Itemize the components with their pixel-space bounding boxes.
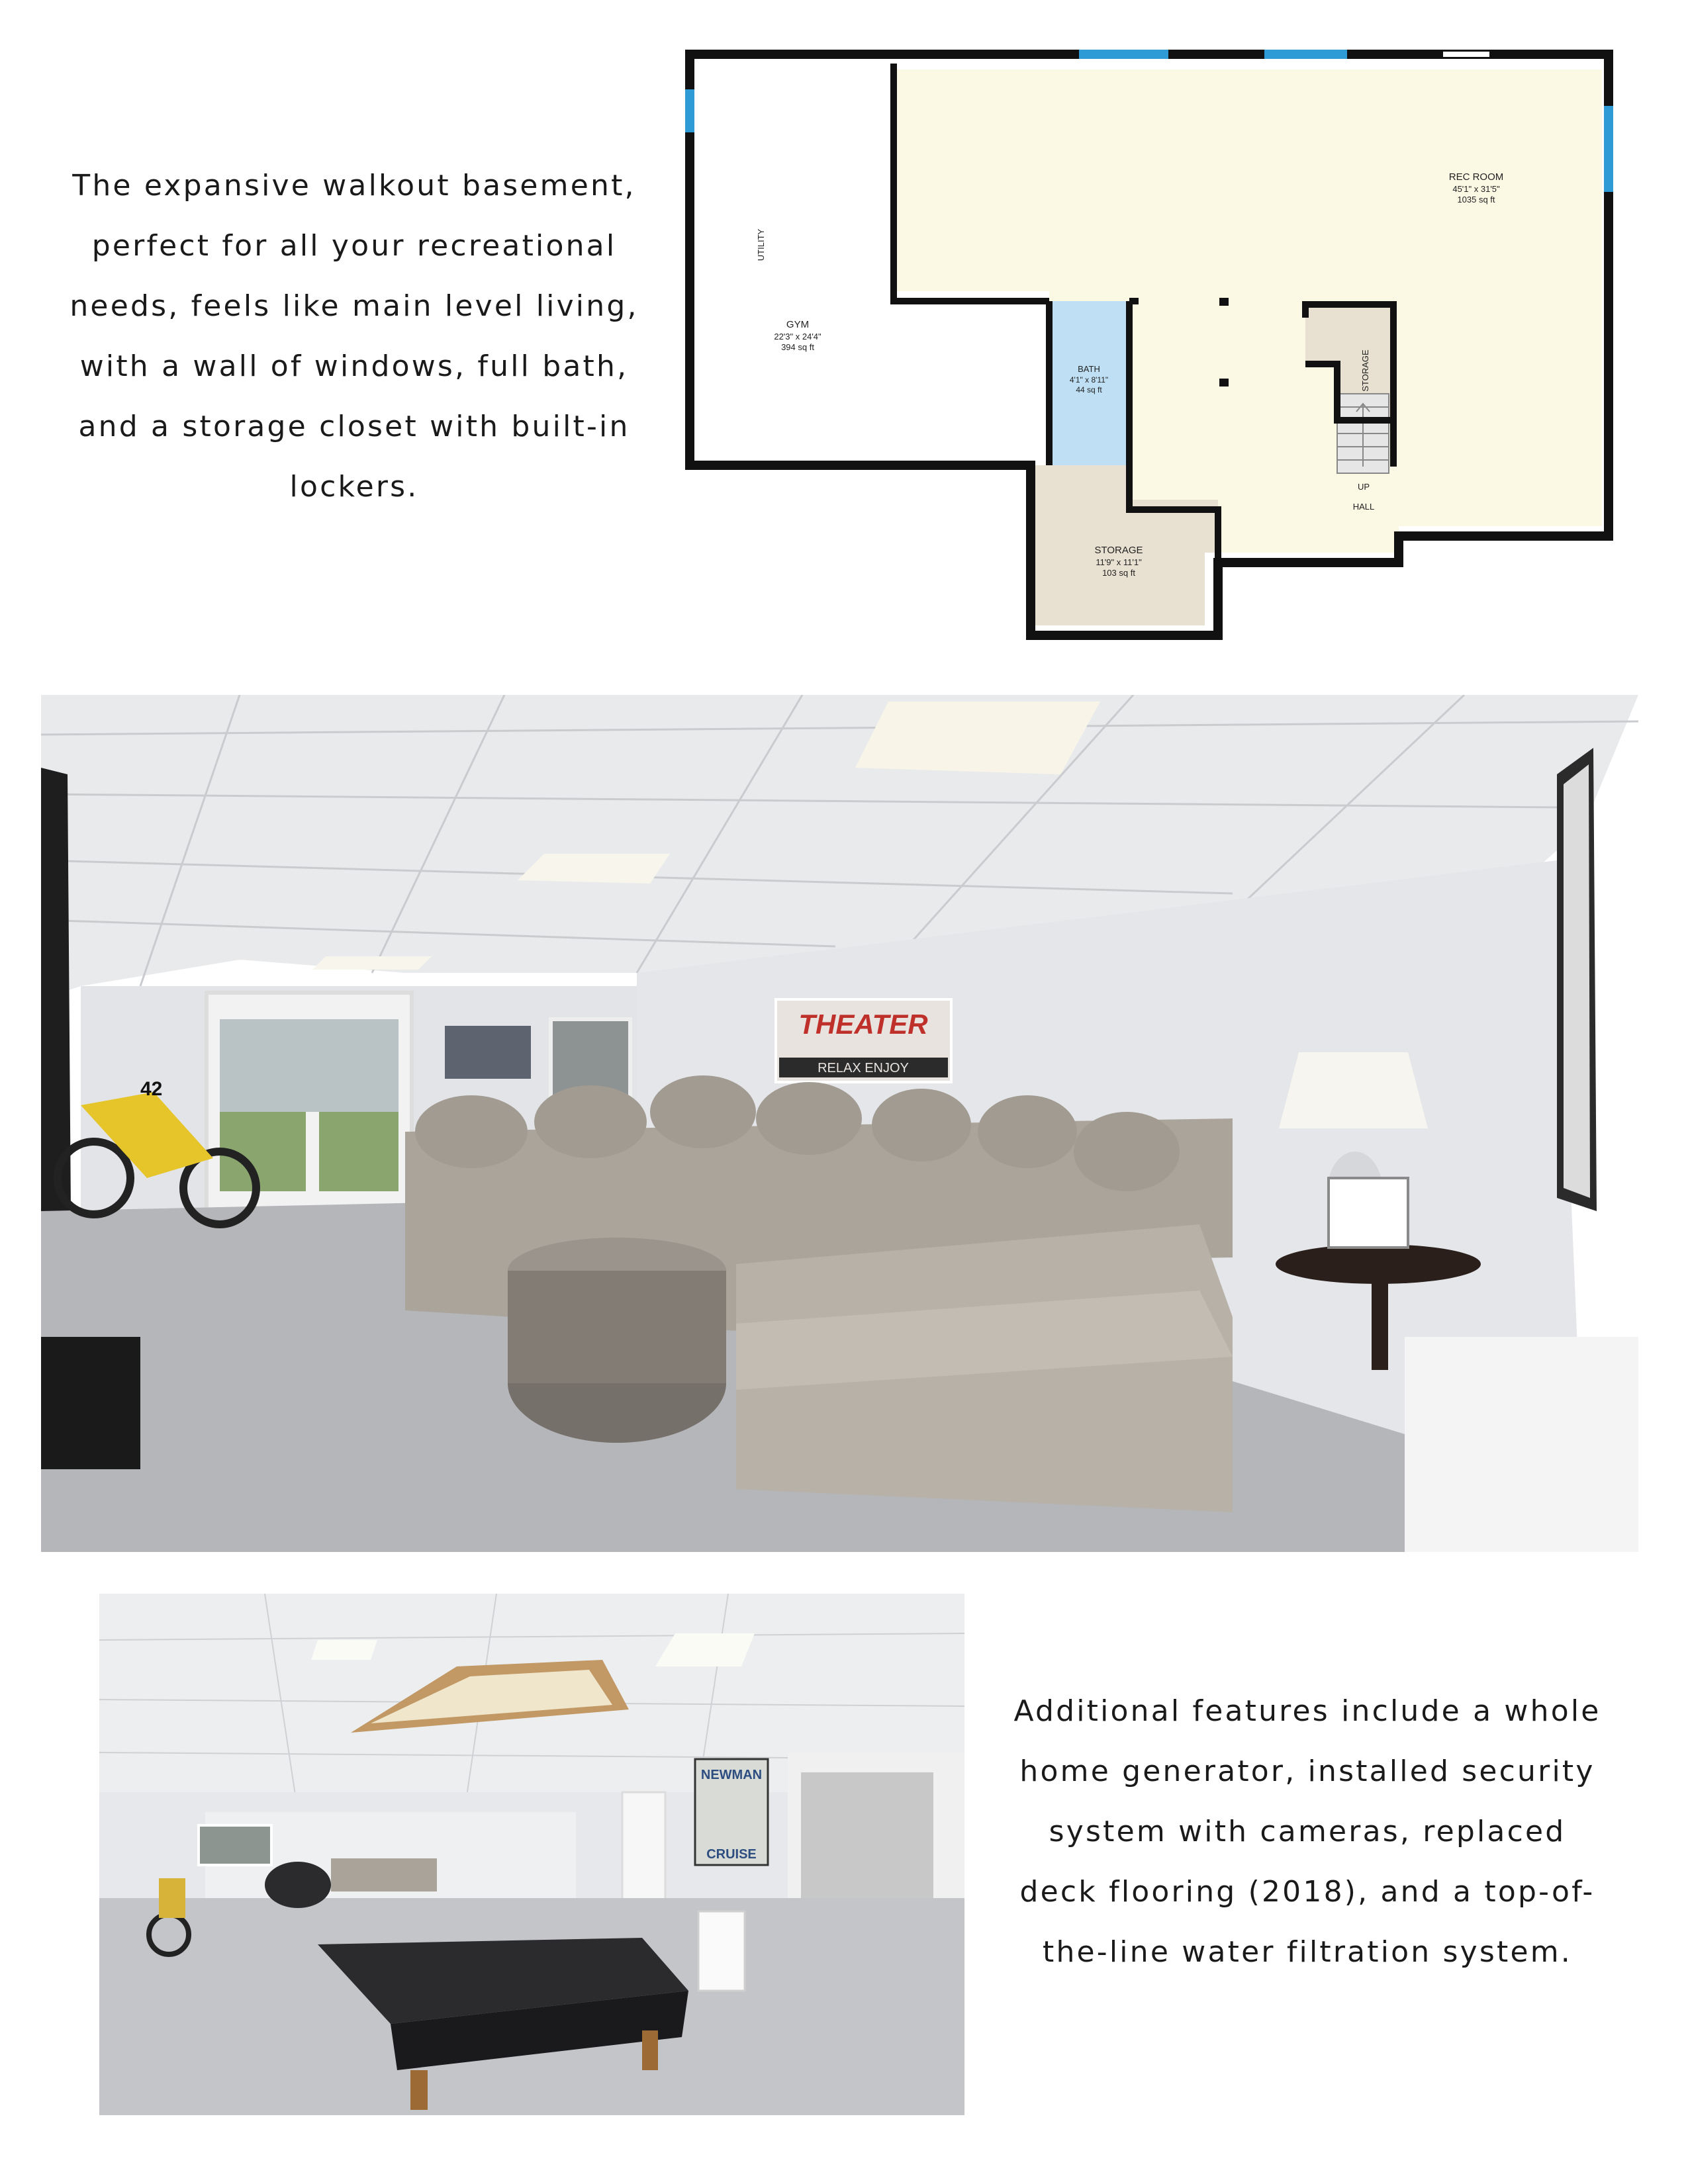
- bike-number: 42: [140, 1078, 163, 1100]
- stairs-up-label: UP: [1357, 482, 1370, 492]
- bath-area-label: 44 sq ft: [1076, 385, 1102, 394]
- storage-label: STORAGE: [1094, 545, 1143, 556]
- storage-dims: 11'9" x 11'1": [1096, 557, 1142, 567]
- gym-area-label: 394 sq ft: [781, 342, 814, 352]
- intro-paragraph: The expansive walkout basement, perfect for all your recreational needs, feels like main level living, with a wall of windows, full bath, and a storage closet with built-in lockers.: [70, 169, 639, 504]
- hall-label: HALL: [1352, 502, 1375, 512]
- features-paragraph: Additional features include a whole home generator, installed security system with cameras, replaced deck flooring (2018), and a top-of-the-line water filtration system.: [1013, 1694, 1601, 1969]
- game-room-photo: [99, 1594, 964, 2115]
- bath-dims: 4'1" x 8'11": [1069, 375, 1109, 385]
- gym-dims: 22'3" x 24'4": [774, 332, 821, 341]
- rec-room-area-label: 1035 sq ft: [1457, 195, 1495, 205]
- gym-lower-area: [690, 291, 1049, 465]
- poster-title: NEWMAN: [700, 1768, 763, 1782]
- utility-label: UTILITY: [756, 228, 766, 261]
- storage-area-label: 103 sq ft: [1102, 568, 1135, 578]
- rec-room-dims: 45'1" x 31'5": [1452, 184, 1500, 194]
- theater-sign-text: THEATER: [798, 1009, 928, 1040]
- stairs: [1337, 394, 1389, 473]
- poster-subtitle: CRUISE: [706, 1847, 757, 1862]
- gym-label: GYM: [786, 319, 810, 330]
- storage-closet-label: STORAGE: [1360, 349, 1370, 392]
- bath-label: BATH: [1078, 364, 1100, 374]
- rec-room-photo: [41, 695, 1638, 1552]
- theater-sign-subtext: RELAX ENJOY: [818, 1061, 909, 1075]
- floor-plan: [675, 26, 1628, 642]
- rec-room-label: REC ROOM: [1448, 171, 1504, 183]
